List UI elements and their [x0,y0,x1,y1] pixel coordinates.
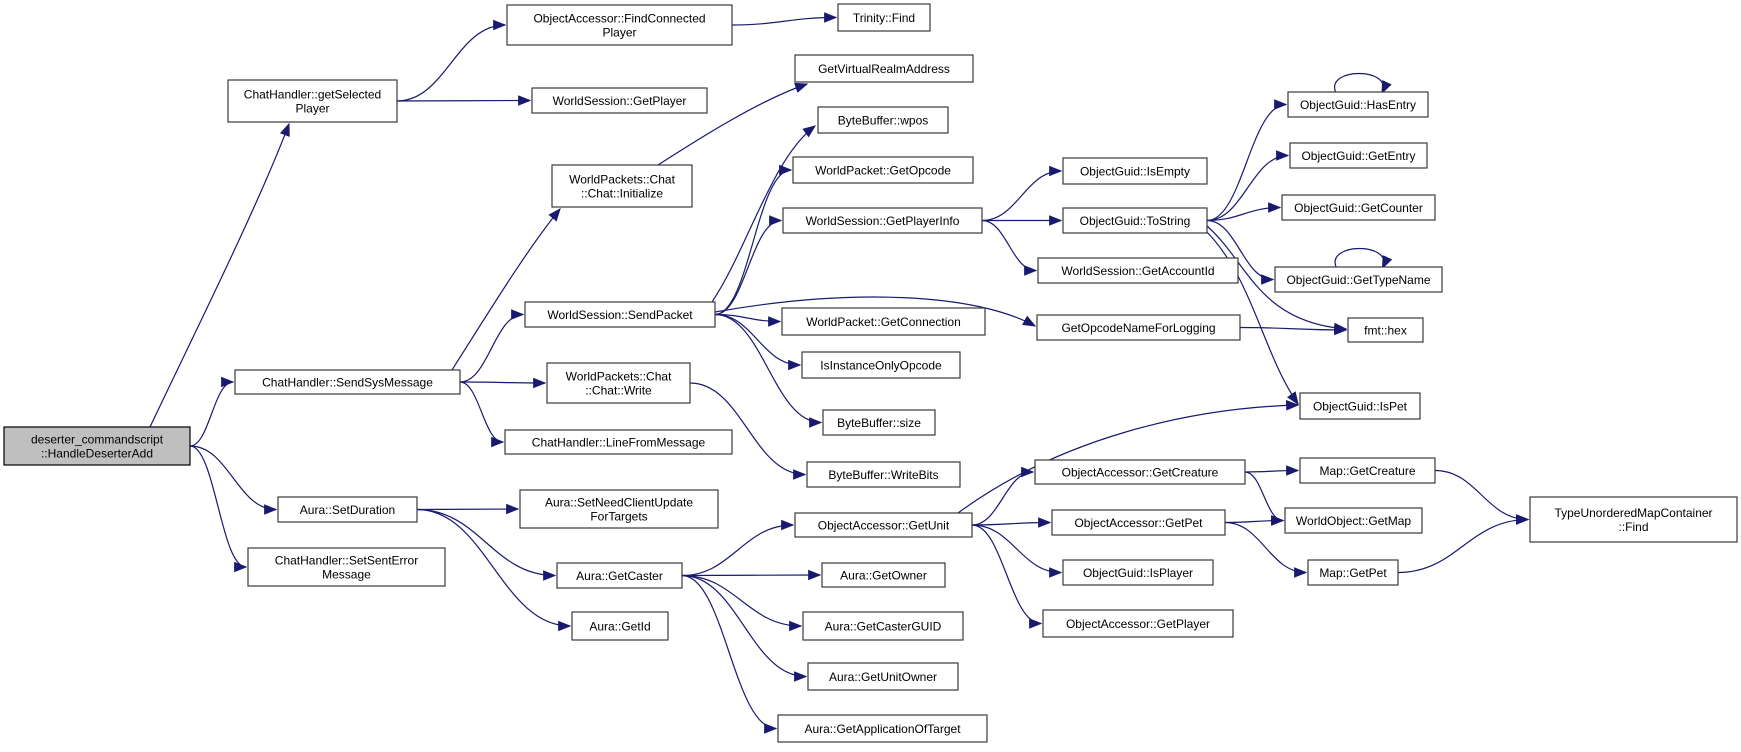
edge-send-sys-message--chat-initialize [452,209,560,370]
trinity-find-label: Trinity::Find [852,11,916,25]
edge-objectguid-get-type-name--objectguid-get-type-name [1335,249,1384,269]
chat-initialize-label: ::Chat::Initialize [580,186,664,201]
node-root [4,427,190,465]
chat-write-label: WorldPackets::Chat [565,369,672,384]
worldpacket-get-connection-label: WorldPacket::GetConnection [806,315,961,329]
objectaccessor-get-player-label: ObjectAccessor::GetPlayer [1065,617,1211,631]
worldsession-get-player-info-label: WorldSession::GetPlayerInfo [805,214,960,228]
line-from-message-label: ChatHandler::LineFromMessage [531,435,706,450]
edge-objectaccessor-get-pet--worldobject-get-map [1225,521,1283,523]
node-set-sent-error-message[interactable] [248,548,445,586]
aura-get-id-label: Aura::GetId [589,619,651,634]
aura-get-application-of-target-label: Aura::GetApplicationOfTarget [804,722,961,736]
edge-objectaccessor-get-unit--objectguid-is-pet [958,405,1298,513]
node-aura-get-caster[interactable] [557,563,682,588]
edge-find-connected-player--trinity-find [732,18,836,26]
get-selected-player-label: ChatHandler::getSelected [243,87,382,102]
get-virtual-realm-address-label: GetVirtualRealmAddress [818,62,950,76]
node-chat-initialize[interactable] [552,165,692,207]
edge-worldsession-get-player-info--objectguid-is-empty [982,171,1061,221]
edge-aura-get-caster--aura-get-unit-owner [682,576,806,677]
node-objectguid-get-entry[interactable] [1290,143,1427,168]
objectguid-get-counter-label: ObjectGuid::GetCounter [1294,201,1423,215]
edge-send-sys-message--chat-write [460,382,545,383]
aura-set-duration-label: Aura::SetDuration [299,503,396,517]
aura-get-caster-guid-label: Aura::GetCasterGUID [824,619,942,634]
node-get-opcode-name-for-logging[interactable] [1037,315,1240,340]
node-worldpacket-get-connection[interactable] [782,308,985,335]
node-aura-set-need-client-update[interactable] [520,490,718,528]
node-objectguid-is-empty[interactable] [1063,158,1207,184]
edge-get-selected-player--worldsession-get-player [397,101,530,102]
edge-aura-get-caster--aura-get-caster-guid [682,576,801,627]
node-objectaccessor-get-pet[interactable] [1052,510,1225,535]
chat-write-label: ::Chat::Write [585,383,652,398]
get-opcode-name-for-logging-label: GetOpcodeNameForLogging [1061,321,1216,335]
edge-chat-write--bytebuffer-write-bits [690,383,805,475]
root-label: ::HandleDeserterAdd [40,446,154,461]
edge-root--set-sent-error-message [190,446,246,567]
node-objectaccessor-get-player[interactable] [1043,610,1233,637]
edge-aura-get-caster--objectaccessor-get-unit [682,525,793,576]
node-line-from-message[interactable] [505,430,732,454]
worldsession-get-account-id-label: WorldSession::GetAccountId [1061,264,1215,278]
edge-map-get-creature--type-unordered-map-container-find [1435,471,1528,520]
edge-objectaccessor-get-creature--map-get-creature [1245,471,1298,473]
chat-initialize-label: WorldPackets::Chat [569,172,675,187]
node-aura-set-duration[interactable] [278,497,417,522]
edge-objectaccessor-get-unit--objectaccessor-get-pet [972,523,1050,526]
node-objectaccessor-get-unit[interactable] [795,513,972,537]
node-chat-write[interactable] [547,363,690,403]
edge-objectguid-has-entry--objectguid-has-entry [1335,74,1384,94]
worldobject-get-map-label: WorldObject::GetMap [1295,514,1412,528]
edge-aura-get-caster--aura-get-owner [682,575,820,576]
node-send-sys-message[interactable] [235,370,460,394]
node-is-instance-only-opcode[interactable] [802,352,960,378]
bytebuffer-size-label: ByteBuffer::size [837,416,921,430]
objectguid-get-entry-label: ObjectGuid::GetEntry [1301,149,1416,163]
get-selected-player-label: Player [295,101,330,116]
set-sent-error-message-label: ChatHandler::SetSentError [274,553,419,568]
node-map-get-pet[interactable] [1308,560,1398,585]
map-get-pet-label: Map::GetPet [1319,566,1387,580]
node-aura-get-unit-owner[interactable] [808,663,958,690]
aura-set-need-client-update-label: Aura::SetNeedClientUpdate [544,495,694,510]
node-aura-get-application-of-target[interactable] [778,715,987,742]
node-worldsession-get-account-id[interactable] [1038,258,1238,283]
worldsession-get-player-label: WorldSession::GetPlayer [552,94,687,108]
bytebuffer-wpos-label: ByteBuffer::wpos [837,113,929,128]
edge-get-opcode-name-for-logging--fmt-hex [1240,328,1346,331]
edge-sendpacket--worldpacket-get-opcode [715,170,791,315]
bytebuffer-write-bits-label: ByteBuffer::WriteBits [828,468,939,482]
edge-send-sys-message--line-from-message [460,382,503,442]
edge-send-sys-message--sendpacket [460,315,523,383]
objectaccessor-get-unit-label: ObjectAccessor::GetUnit [817,518,950,533]
aura-get-caster-label: Aura::GetCaster [576,569,663,583]
objectaccessor-get-pet-label: ObjectAccessor::GetPet [1074,516,1203,530]
objectguid-to-string-label: ObjectGuid::ToString [1079,214,1191,228]
node-trinity-find[interactable] [838,4,930,31]
aura-get-unit-owner-label: Aura::GetUnitOwner [828,670,938,684]
node-get-selected-player[interactable] [228,80,397,122]
node-worldobject-get-map[interactable] [1285,508,1422,533]
is-instance-only-opcode-label: IsInstanceOnlyOpcode [820,358,942,373]
map-get-creature-label: Map::GetCreature [1319,464,1416,478]
node-type-unordered-map-container-find[interactable] [1530,497,1737,542]
edge-objectaccessor-get-unit--objectaccessor-get-creature [972,472,1033,525]
sendpacket-label: WorldSession::SendPacket [547,308,693,322]
edge-objectguid-to-string--objectguid-has-entry [1207,105,1286,221]
edge-get-selected-player--find-connected-player [397,25,505,101]
node-sendpacket[interactable] [525,302,715,327]
node-worldsession-get-player[interactable] [532,88,707,113]
aura-set-need-client-update-label: ForTargets [590,509,648,524]
objectguid-is-player-label: ObjectGuid::IsPlayer [1082,566,1194,580]
edge-objectaccessor-get-creature--worldobject-get-map [1245,472,1283,521]
aura-get-owner-label: Aura::GetOwner [840,568,927,583]
node-fmt-hex[interactable] [1348,318,1423,342]
node-objectguid-get-counter[interactable] [1282,195,1435,220]
node-get-virtual-realm-address[interactable] [795,55,973,82]
node-objectguid-is-player[interactable] [1063,560,1213,585]
objectguid-is-pet-label: ObjectGuid::IsPet [1312,399,1408,414]
node-worldpacket-get-opcode[interactable] [793,157,973,183]
find-connected-player-label: ObjectAccessor::FindConnected [533,11,706,26]
node-find-connected-player[interactable] [507,5,732,45]
root-label: deserter_commandscript [30,432,164,447]
node-objectguid-to-string[interactable] [1063,208,1207,233]
edge-worldsession-get-player-info--worldsession-get-account-id [982,221,1036,271]
set-sent-error-message-label: Message [322,567,371,582]
node-worldsession-get-player-info[interactable] [783,208,982,233]
type-unordered-map-container-find-label: ::Find [1618,520,1649,534]
node-bytebuffer-wpos[interactable] [818,107,948,133]
objectaccessor-get-creature-label: ObjectAccessor::GetCreature [1061,465,1219,480]
node-aura-get-caster-guid[interactable] [803,612,963,640]
edge-aura-get-caster--aura-get-application-of-target [682,576,776,729]
node-aura-get-owner[interactable] [822,563,945,587]
node-objectguid-is-pet[interactable] [1300,393,1420,419]
node-map-get-creature[interactable] [1300,458,1435,483]
worldpacket-get-opcode-label: WorldPacket::GetOpcode [815,163,951,178]
fmt-hex-label: fmt::hex [1364,323,1407,338]
edge-root--send-sys-message [190,382,233,446]
node-bytebuffer-write-bits[interactable] [807,462,960,487]
edge-root--aura-set-duration [190,446,276,510]
find-connected-player-label: Player [602,25,637,40]
type-unordered-map-container-find-label: TypeUnorderedMapContainer [1554,506,1713,520]
send-sys-message-label: ChatHandler::SendSysMessage [262,375,433,390]
objectguid-get-type-name-label: ObjectGuid::GetTypeName [1286,273,1431,287]
node-objectaccessor-get-creature[interactable] [1035,460,1245,484]
edge-objectguid-to-string--objectguid-get-entry [1207,156,1288,221]
objectguid-has-entry-label: ObjectGuid::HasEntry [1299,98,1417,112]
objectguid-is-empty-label: ObjectGuid::IsEmpty [1079,164,1191,179]
node-objectguid-get-type-name[interactable] [1275,267,1442,292]
node-aura-get-id[interactable] [572,612,668,640]
edge-aura-set-duration--aura-set-need-client-update [417,509,518,510]
node-bytebuffer-size[interactable] [823,410,935,435]
node-objectguid-has-entry[interactable] [1288,92,1428,117]
